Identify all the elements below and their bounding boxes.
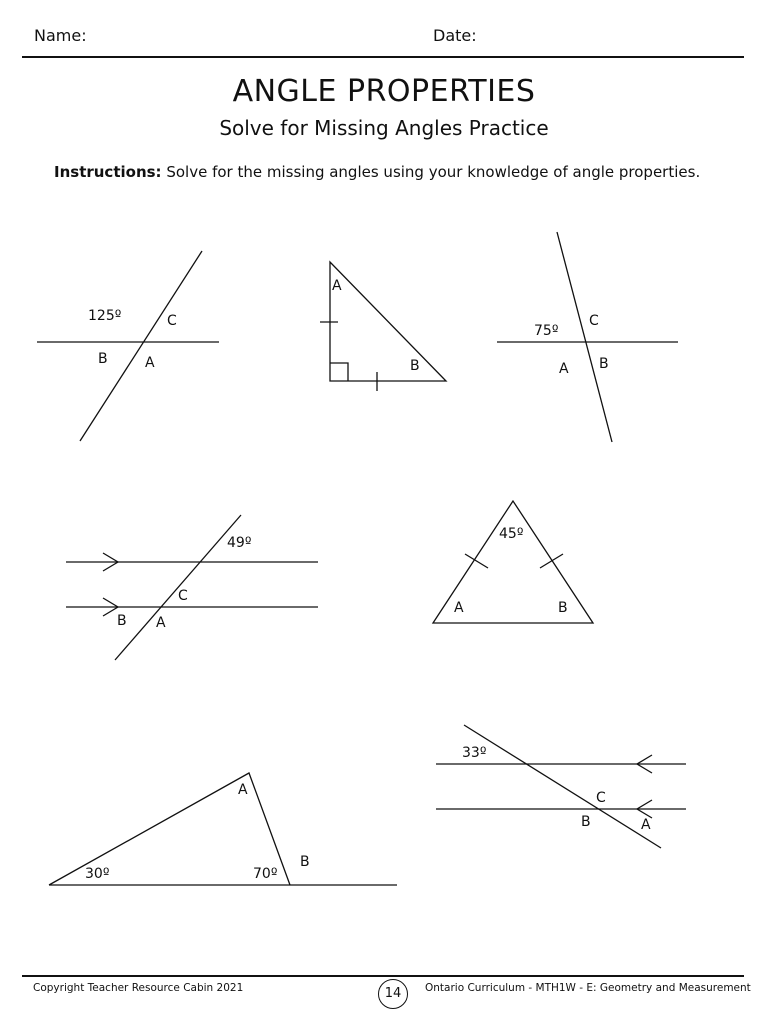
figure-5-isosceles-triangle xyxy=(433,501,593,623)
fig2-label-a: A xyxy=(332,278,342,294)
fig7-transversal xyxy=(464,725,661,848)
figure-1-intersecting-lines xyxy=(37,251,219,441)
fig1-label-c: C xyxy=(167,313,177,329)
fig3-given-angle: 75º xyxy=(534,323,559,339)
fig4-given-angle: 49º xyxy=(227,535,252,551)
fig1-transversal xyxy=(80,251,202,441)
figure-6-exterior-angle-triangle xyxy=(49,773,397,885)
footer-copyright: Copyright Teacher Resource Cabin 2021 xyxy=(33,982,244,994)
fig5-label-b: B xyxy=(558,600,568,616)
fig6-label-b: B xyxy=(300,854,310,870)
footer-curriculum: Ontario Curriculum - MTH1W - E: Geometry and Measurement xyxy=(425,982,751,994)
fig6-label-a: A xyxy=(238,782,248,798)
fig5-tick-mark-right xyxy=(540,554,563,568)
fig7-label-c: C xyxy=(596,790,606,806)
page-subtitle: Solve for Missing Angles Practice xyxy=(219,116,549,140)
instructions-text: Solve for the missing angles using your knowledge of angle properties. xyxy=(166,163,701,181)
instructions-label: Instructions: xyxy=(54,163,162,181)
fig7-given-angle: 33º xyxy=(462,745,487,761)
fig4-label-c: C xyxy=(178,588,188,604)
fig1-given-angle: 125º xyxy=(88,308,122,324)
footer-divider xyxy=(22,975,744,977)
figure-3-intersecting-lines xyxy=(497,232,678,442)
fig1-label-b: B xyxy=(98,351,108,367)
fig6-given-angle-right: 70º xyxy=(253,866,278,882)
fig2-right-angle-mark xyxy=(330,363,348,381)
figure-4-parallel-lines xyxy=(66,515,318,660)
fig5-given-angle: 45º xyxy=(499,526,524,542)
fig7-label-a: A xyxy=(641,817,651,833)
fig1-label-a: A xyxy=(145,355,155,371)
date-label: Date: xyxy=(433,26,477,45)
fig3-transversal xyxy=(557,232,612,442)
fig4-label-b: B xyxy=(117,613,127,629)
figure-2-right-triangle xyxy=(320,262,446,391)
figure-7-parallel-lines xyxy=(436,725,686,848)
page-title: ANGLE PROPERTIES xyxy=(232,74,536,109)
fig6-given-angle-left: 30º xyxy=(85,866,110,882)
fig3-label-a: A xyxy=(559,361,569,377)
name-label: Name: xyxy=(34,26,87,45)
fig3-label-b: B xyxy=(599,356,609,372)
page-number: 14 xyxy=(378,979,408,1009)
fig3-label-c: C xyxy=(589,313,599,329)
fig4-label-a: A xyxy=(156,615,166,631)
fig7-label-b: B xyxy=(581,814,591,830)
fig2-label-b: B xyxy=(410,358,420,374)
fig5-label-a: A xyxy=(454,600,464,616)
